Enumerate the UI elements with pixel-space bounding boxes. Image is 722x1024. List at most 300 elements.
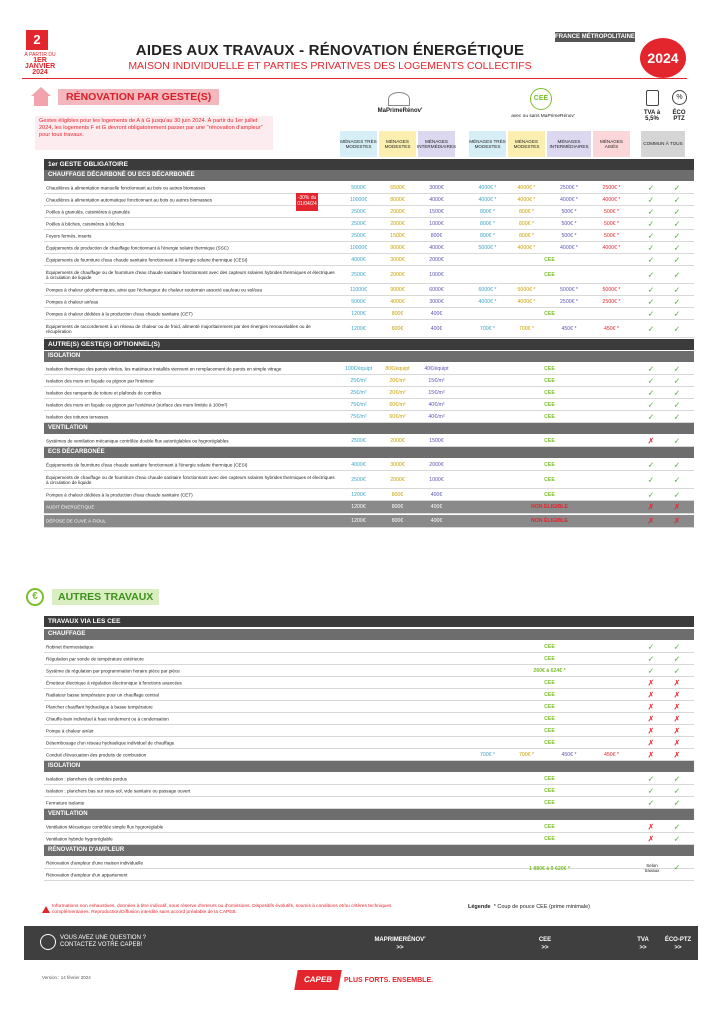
row-label: Fermeture isolante xyxy=(46,799,85,805)
amount-cell: 2000€ xyxy=(390,220,405,227)
link-maprimerenov[interactable] xyxy=(370,936,430,952)
intro-text: Gestes éligibles pour les logements de A à G jusqu'au 30 juin 2024. À partir du 1er juillet 2024, les logements F et G devront obligatoirement passer par une "rénovation d'ampleur" pour tous travaux. xyxy=(35,116,273,150)
amount-cell: 5000€ * xyxy=(560,286,578,293)
phone-icon xyxy=(40,934,56,950)
row-label: Équipements de fourniture d'eau chaude sanitaire fonctionnant à l'énergie solaire thermique (CESI) xyxy=(46,256,248,262)
cee-cell: CEE xyxy=(544,413,555,420)
check-icon: ✓ xyxy=(647,642,655,651)
table-row xyxy=(44,266,694,284)
table-row xyxy=(44,194,694,206)
amount-cell: 25€/m² xyxy=(350,377,367,384)
row-label: Pompes à chaleur dédiées à la production d'eau chaude sanitaire (CET) xyxy=(46,310,193,316)
check-icon: ✓ xyxy=(673,786,681,795)
row-label: Régulation par sonde de température extérieure xyxy=(46,655,144,661)
table-row xyxy=(44,399,694,411)
check-icon: ✓ xyxy=(647,255,655,264)
table-row xyxy=(44,471,694,489)
page-title: AIDES AUX TRAVAUX - RÉNOVATION ÉNERGÉTIQUE xyxy=(135,42,525,59)
amount-cell: 2500€ xyxy=(351,271,366,278)
cee-cell: CEE xyxy=(544,310,555,317)
disclaimer: Informations non exhaustives, données à titre indicatif, sous réserve d'erreurs ou d'omissions. Dispositifs évolutifs, soumis à conditions et/ou critères techniques complémentaires. Reproduction/Diffusion interdite sans accord préalable de la CAPEB. xyxy=(52,904,392,915)
row-label: Équipements de chauffage ou de fourniture d'eau chaude sanitaire fonctionnant avec des capteurs solaires hybrides thermiques et électriques à circulation de liquide xyxy=(46,474,335,485)
check-icon: ✓ xyxy=(647,400,655,409)
amount-cell: 2500€ * xyxy=(560,298,578,305)
maprimerenov-label: MaPrimeRénov' xyxy=(377,108,423,114)
cee-cell: CEE xyxy=(544,365,555,372)
amount-cell: 800€ * xyxy=(479,220,495,227)
page-number-badge: 2 xyxy=(26,30,48,50)
row-label: Poêles à granulés, cuisinières à granulés xyxy=(46,208,130,214)
check-icon: ✓ xyxy=(673,183,681,192)
eco-ptz-header: ÉCO PTZ xyxy=(672,110,686,122)
check-icon: ✓ xyxy=(673,388,681,397)
row-label: Équipements de production de chauffage fonctionnant à l'énergie solaire thermique (SSC) xyxy=(46,244,229,250)
amount-cell: 3000€ xyxy=(429,184,444,191)
table-row xyxy=(44,387,694,399)
column-header: MÉNAGES AISÉS xyxy=(593,131,630,157)
amount-cell: 400€ xyxy=(430,518,443,524)
section-title: RÉNOVATION PAR GESTE(S) xyxy=(58,89,219,105)
amount-cell: 800€ xyxy=(391,310,404,317)
legend-label: Légende xyxy=(468,904,491,910)
cross-icon: ✗ xyxy=(647,690,655,699)
cee-cell: CEE xyxy=(544,461,555,468)
amount-cell: 2500€ xyxy=(351,437,366,444)
section-band: ISOLATION xyxy=(44,761,694,772)
check-icon: ✓ xyxy=(673,436,681,445)
check-icon: ✓ xyxy=(647,490,655,499)
row-label: Équipements de fourniture d'eau chaude sanitaire fonctionnant à l'énergie solaire thermique (CESI) xyxy=(46,461,248,467)
cee-cell: NON ÉLIGIBLE xyxy=(531,518,568,524)
amount-cell: 800€ * xyxy=(479,232,495,239)
calculator-icon xyxy=(646,90,659,106)
cross-icon: ✗ xyxy=(647,436,655,445)
check-icon: ✓ xyxy=(673,364,681,373)
check-icon: ✓ xyxy=(647,195,655,204)
check-icon: ✓ xyxy=(673,822,681,831)
header-divider xyxy=(22,78,687,79)
amount-cell: 1200€ xyxy=(351,310,366,317)
amount-cell: 5000€ xyxy=(351,184,366,191)
table-row xyxy=(44,653,694,665)
cross-icon: ✗ xyxy=(647,750,655,759)
table-row xyxy=(44,411,694,423)
check-icon: ✓ xyxy=(647,219,655,228)
cross-icon: ✗ xyxy=(647,516,655,526)
row-label: Ventilation hybride hygroréglable xyxy=(46,835,113,841)
row-label: Isolation des rampants de toiture et plafonds de combles xyxy=(46,389,162,395)
row-label: AUDIT ÉNERGÉTIQUE xyxy=(46,504,95,510)
row-label: Conduit d'évacuation des produits de combustion xyxy=(46,751,147,757)
check-icon: ✓ xyxy=(647,183,655,192)
amount-cell: 80€/équipt xyxy=(385,365,410,372)
table-row xyxy=(44,797,694,809)
region-badge: FRANCE MÉTROPOLITAINE xyxy=(555,34,635,40)
maprimerenov-logo-icon xyxy=(388,92,410,106)
amount-cell: 4000€ * xyxy=(602,244,621,251)
contact-text xyxy=(60,935,146,949)
amount-cell: 2000€ xyxy=(390,271,405,278)
section-band: 1er GESTE OBLIGATOIRE xyxy=(44,159,694,170)
amount-cell: 1200€ xyxy=(351,504,366,510)
amount-cell: 10000€ xyxy=(349,196,368,203)
section-band: AUTRE(S) GESTE(S) OPTIONNEL(S) xyxy=(44,339,694,350)
row-label: Isolation des toitures terrasses xyxy=(46,413,109,419)
cee-cell: CEE xyxy=(544,679,555,686)
check-icon: ✓ xyxy=(673,270,681,279)
row-label: Systèmes de ventilation mécanique contrôlée double flux autoréglables ou hygroréglables xyxy=(46,437,229,443)
section-band: VENTILATION xyxy=(44,423,694,434)
legend xyxy=(468,904,590,910)
amount-cell: 700€ * xyxy=(479,751,495,758)
table-row xyxy=(44,821,694,833)
amount-cell: 400€ xyxy=(430,310,443,317)
row-label: Isolation : planchers de combles perdus xyxy=(46,775,127,781)
cee-cell: CEE xyxy=(544,377,555,384)
house-icon xyxy=(30,87,52,107)
column-header: COMMUN À TOUS xyxy=(641,131,685,157)
cee-cell: CEE xyxy=(544,491,555,498)
amount-cell: 2000€ xyxy=(429,461,444,468)
check-icon: ✓ xyxy=(647,412,655,421)
amount-cell: 500€ * xyxy=(561,208,577,215)
check-icon: ✓ xyxy=(673,666,681,675)
table-row xyxy=(44,459,694,471)
check-icon: ✓ xyxy=(647,654,655,663)
amount-cell: 3000€ xyxy=(390,461,405,468)
table-row xyxy=(44,701,694,713)
row-label: Équipements de raccordement à un réseau de chaleur ou de froid, alimenté majoritairement par des énergies renouvelables ou de récupération xyxy=(46,323,311,334)
percent-icon: % xyxy=(672,90,687,105)
amount-cell: 700€ * xyxy=(518,751,534,758)
table-row xyxy=(44,725,694,737)
table-row xyxy=(44,254,694,266)
amount-cell: 20€/m² xyxy=(389,389,406,396)
check-icon: ✓ xyxy=(673,412,681,421)
row-label: Système de régulation par programmation horaire pièce par pièce xyxy=(46,667,180,673)
amount-cell: 5000€ xyxy=(351,298,366,305)
check-icon: ✓ xyxy=(673,654,681,663)
cee-cell: CEE xyxy=(544,401,555,408)
cross-icon: ✗ xyxy=(673,726,681,735)
section-band: CHAUFFAGE DÉCARBONÉ OU ECS DÉCARBONÉE xyxy=(44,170,694,181)
section-band: ISOLATION xyxy=(44,351,694,362)
cross-icon: ✗ xyxy=(647,738,655,747)
section2-title: AUTRES TRAVAUX xyxy=(52,589,159,605)
legend-text: * Coup de pouce CEE (prime minimale) xyxy=(493,904,590,910)
amount-cell: 4000€ xyxy=(429,244,444,251)
amount-cell: 400€ xyxy=(430,504,443,510)
check-icon: ✓ xyxy=(673,774,681,783)
amount-cell: 800€ xyxy=(430,232,443,239)
check-icon: ✓ xyxy=(673,863,681,872)
cee-cell: CEE xyxy=(544,389,555,396)
row-label: Chauffe-bain individuel à haut rendement ou à condensation xyxy=(46,715,169,721)
cee-cell: NON ÉLIGIBLE xyxy=(531,504,568,510)
table-row xyxy=(44,284,694,296)
column-header: MÉNAGES INTERMÉDIAIRES xyxy=(418,131,455,157)
table-row xyxy=(44,363,694,375)
cee-cell: CEE xyxy=(544,476,555,483)
amount-cell: 800€ xyxy=(391,491,404,498)
effective-date xyxy=(22,52,58,76)
amount-cell: 800€ xyxy=(391,325,404,332)
table-row xyxy=(44,218,694,230)
check-icon: ✓ xyxy=(647,774,655,783)
link-tva[interactable] xyxy=(628,936,658,952)
link-eco-ptz[interactable] xyxy=(660,936,696,952)
row-label: Pompes à chaleur dédiées à la production d'eau chaude sanitaire (CET) xyxy=(46,491,193,497)
cee-cell: CEE xyxy=(544,775,555,782)
amount-cell: 4000€ * xyxy=(560,196,578,203)
amount-cell: 6000€ xyxy=(429,286,444,293)
cee-cell: CEE xyxy=(544,727,555,734)
row-label: Chaudières à alimentation manuelle fonctionnant au bois ou autres biomasses xyxy=(46,184,206,190)
cross-icon: ✗ xyxy=(673,690,681,699)
table-row xyxy=(44,833,694,845)
amount-cell: 4000€ * xyxy=(478,298,497,305)
check-icon: ✓ xyxy=(673,490,681,499)
section-autres-travaux xyxy=(26,588,159,606)
table-row xyxy=(44,713,694,725)
table-row xyxy=(44,435,694,447)
amount-cell: 800€ * xyxy=(518,220,534,227)
amount-cell: 500€ * xyxy=(561,232,577,239)
cross-icon: ✗ xyxy=(673,678,681,687)
link-label: TVA xyxy=(637,937,649,943)
amount-cell: 3000€ xyxy=(429,298,444,305)
check-icon: ✓ xyxy=(673,285,681,294)
row-label: Isolation thermique des parois vitrées, les matériaux installés viennent en remplacement de parois en simple vitrage xyxy=(46,365,282,371)
amount-cell: 450€ * xyxy=(603,325,619,332)
table-row xyxy=(44,665,694,677)
column-header: MÉNAGES TRÈS MODESTES xyxy=(340,131,377,157)
cee-cell: CEE xyxy=(544,835,555,842)
cross-icon: ✗ xyxy=(673,502,681,512)
amount-cell: 9000€ xyxy=(390,286,405,293)
table-row xyxy=(44,489,694,501)
check-icon: ✓ xyxy=(673,475,681,484)
amount-cell: 100€/équipt xyxy=(344,365,373,372)
cee-cell: CEE xyxy=(544,691,555,698)
link-cee[interactable] xyxy=(525,936,565,952)
cee-cell: CEE xyxy=(544,799,555,806)
check-icon: ✓ xyxy=(647,666,655,675)
amount-cell: 800€ * xyxy=(479,208,495,215)
check-icon: ✓ xyxy=(647,376,655,385)
section-band: VENTILATION xyxy=(44,809,694,820)
date-year: 2024 xyxy=(32,69,48,76)
amount-cell: 2000€ xyxy=(390,476,405,483)
amount-cell: 450€ * xyxy=(561,325,577,332)
amount-cell: 4000€ * xyxy=(478,196,497,203)
check-icon: ✓ xyxy=(673,255,681,264)
check-icon: ✓ xyxy=(673,376,681,385)
check-icon: ✓ xyxy=(647,786,655,795)
amount-cell: 450€ * xyxy=(561,751,577,758)
table-row xyxy=(44,230,694,242)
amount-cell: 9000€ xyxy=(390,244,405,251)
row-label: Émetteur électrique à régulation électronique à fonctions avancées xyxy=(46,679,182,685)
check-icon: ✓ xyxy=(647,297,655,306)
amount-cell: 11000€ xyxy=(350,286,367,293)
chevron-double-icon: >> xyxy=(674,945,682,951)
section-band: TRAVAUX VIA LES CEE xyxy=(44,616,694,627)
amount-cell: 2500€ xyxy=(351,208,366,215)
amount-cell: 1200€ xyxy=(351,325,366,332)
row-label: Poêles à bûches, cuisinières à bûches xyxy=(46,220,125,226)
amount-cell: 2000€ xyxy=(429,256,444,263)
amount-cell: 2500€ xyxy=(351,232,366,239)
discount-badge: -30% du 01/04/24 xyxy=(296,193,318,211)
check-icon: ✓ xyxy=(647,309,655,318)
date-main: 1ER JANVIER xyxy=(24,57,56,70)
check-icon: ✓ xyxy=(647,364,655,373)
brand-tagline: PLUS FORTS. ENSEMBLE. xyxy=(344,977,434,984)
check-icon: ✓ xyxy=(673,231,681,240)
check-icon: ✓ xyxy=(647,285,655,294)
amount-cell: 800€ * xyxy=(518,232,534,239)
amount-cell: 2500€ * xyxy=(560,184,578,191)
amount-cell: 40€/m² xyxy=(428,401,445,408)
link-label: ÉCO-PTZ xyxy=(664,937,692,943)
link-label: MAPRIMERÉNOV' xyxy=(374,937,426,943)
check-icon: ✓ xyxy=(647,798,655,807)
amount-cell: 450€ * xyxy=(603,751,619,758)
amount-cell: 75€/m² xyxy=(350,413,367,420)
link-label: CEE xyxy=(538,937,552,943)
cee-cell: CEE xyxy=(544,655,555,662)
table-row xyxy=(44,296,694,308)
contact-line-1: VOUS AVEZ UNE QUESTION ? xyxy=(60,935,146,941)
row-label: Foyers fermés, inserts xyxy=(46,232,92,238)
row-label: Rénovation d'ampleur d'une maison individuelle xyxy=(46,859,144,865)
amount-cell: 4000€ xyxy=(351,461,366,468)
section-band: RÉNOVATION D'AMPLEUR xyxy=(44,845,694,856)
table-row xyxy=(44,737,694,749)
amount-cell: 60€/m² xyxy=(389,401,406,408)
section-renovation-par-geste xyxy=(30,88,230,106)
amount-cell: 800€ xyxy=(391,518,404,524)
table-row xyxy=(44,773,694,785)
amount-cell: 1000€ xyxy=(429,271,444,278)
page-subtitle: MAISON INDIVIDUELLE ET PARTIES PRIVATIVES DES LOGEMENTS COLLECTIFS xyxy=(128,60,532,72)
amount-cell: 4000€ * xyxy=(517,244,536,251)
row-label: Chaudières à alimentation automatique fonctionnant au bois ou autres biomasses xyxy=(46,196,212,202)
cross-icon: ✗ xyxy=(673,750,681,759)
amount-cell: 500€ * xyxy=(603,220,619,227)
check-icon: ✓ xyxy=(647,324,655,333)
amount-cell: 2000€ xyxy=(390,208,405,215)
amount-cell: 40€/m² xyxy=(428,413,445,420)
row-label: Pompes à chaleur air/eau xyxy=(46,298,99,304)
amount-cell: 4000€ xyxy=(351,256,366,263)
amount-cell: 60€/m² xyxy=(389,413,406,420)
amount-cell: 1200€ xyxy=(351,518,366,524)
amount-cell: 2500€ xyxy=(351,220,366,227)
column-header: MÉNAGES MODESTES xyxy=(508,131,545,157)
cee-cell: CEE xyxy=(544,823,555,830)
amount-cell: 40€/équipt xyxy=(424,365,449,372)
cross-icon: ✗ xyxy=(647,726,655,735)
amount-cell: 8000€ xyxy=(390,196,405,203)
amount-cell: 20€/m² xyxy=(389,377,406,384)
euro-icon: € xyxy=(26,588,44,606)
table-row xyxy=(44,515,694,528)
check-icon: ✓ xyxy=(673,642,681,651)
cee-cell: 260€ à 624€ * xyxy=(533,667,566,674)
date-prefix: À PARTIR DU xyxy=(24,52,56,58)
table-row xyxy=(44,320,694,338)
check-icon: ✓ xyxy=(647,270,655,279)
row-label: DÉPOSE DE CUVE À FIOUL xyxy=(46,518,106,524)
cee-cell: CEE xyxy=(544,739,555,746)
check-icon: ✓ xyxy=(673,219,681,228)
amount-cell: 25€/m² xyxy=(350,389,367,396)
cross-icon: ✗ xyxy=(647,822,655,831)
section-band: ECS DÉCARBONÉE xyxy=(44,447,694,458)
cee-cell: CEE xyxy=(544,437,555,444)
check-icon: ✓ xyxy=(673,834,681,843)
amount-cell: 1500€ xyxy=(429,437,444,444)
table-row xyxy=(44,749,694,761)
table-row xyxy=(44,375,694,387)
amount-cell: 2000€ xyxy=(390,437,405,444)
row-label: Ventilation Mécanique contrôlée simple flux hygroréglable xyxy=(46,823,164,829)
cee-logo-icon: CEE xyxy=(530,88,552,110)
table-row xyxy=(44,677,694,689)
cee-caption: avec ou sans MaPrimeRénov' xyxy=(511,114,575,119)
amount-cell: 500€ * xyxy=(603,232,619,239)
amount-cell: 3000€ xyxy=(390,256,405,263)
column-header: MÉNAGES INTERMÉDIAIRES xyxy=(547,131,591,157)
table-row xyxy=(44,206,694,218)
check-icon: ✓ xyxy=(647,231,655,240)
amount-cell: 2500€ * xyxy=(602,298,621,305)
check-icon: ✓ xyxy=(673,460,681,469)
cross-icon: ✗ xyxy=(647,714,655,723)
chevron-double-icon: >> xyxy=(639,945,647,951)
amount-cell: 2500€ xyxy=(351,476,366,483)
table-row xyxy=(44,785,694,797)
table-row xyxy=(44,689,694,701)
amount-cell: 4000€ * xyxy=(560,244,578,251)
cross-icon: ✗ xyxy=(647,502,655,512)
check-icon: ✓ xyxy=(673,243,681,252)
amount-cell: 75€/m² xyxy=(350,401,367,408)
row-label: Isolation des murs en façade ou pignon par l'intérieur xyxy=(46,377,154,383)
check-icon: ✓ xyxy=(673,207,681,216)
column-header: MÉNAGES TRÈS MODESTES xyxy=(469,131,506,157)
amount-cell: 1500€ xyxy=(429,208,444,215)
cross-icon: ✗ xyxy=(673,714,681,723)
amount-cell: 5000€ * xyxy=(602,286,621,293)
amount-cell: 800€ xyxy=(391,504,404,510)
amount-cell: 15€/m² xyxy=(428,389,445,396)
check-icon: ✓ xyxy=(673,309,681,318)
year-badge: 2024 xyxy=(640,38,686,78)
section-band: CHAUFFAGE xyxy=(44,629,694,640)
check-icon: ✓ xyxy=(673,195,681,204)
cee-cell: CEE xyxy=(544,787,555,794)
cee-cell: CEE xyxy=(544,256,555,263)
check-icon: ✓ xyxy=(673,400,681,409)
column-header: MÉNAGES MODESTES xyxy=(379,131,416,157)
amount-cell: 4000€ xyxy=(429,196,444,203)
table-row xyxy=(44,182,694,194)
row-label: Isolation : planchers bas sur sous-sol, vide sanitaire ou passage ouvert xyxy=(46,787,191,793)
row-label: Radiateur basse température pour un chauffage central xyxy=(46,691,159,697)
